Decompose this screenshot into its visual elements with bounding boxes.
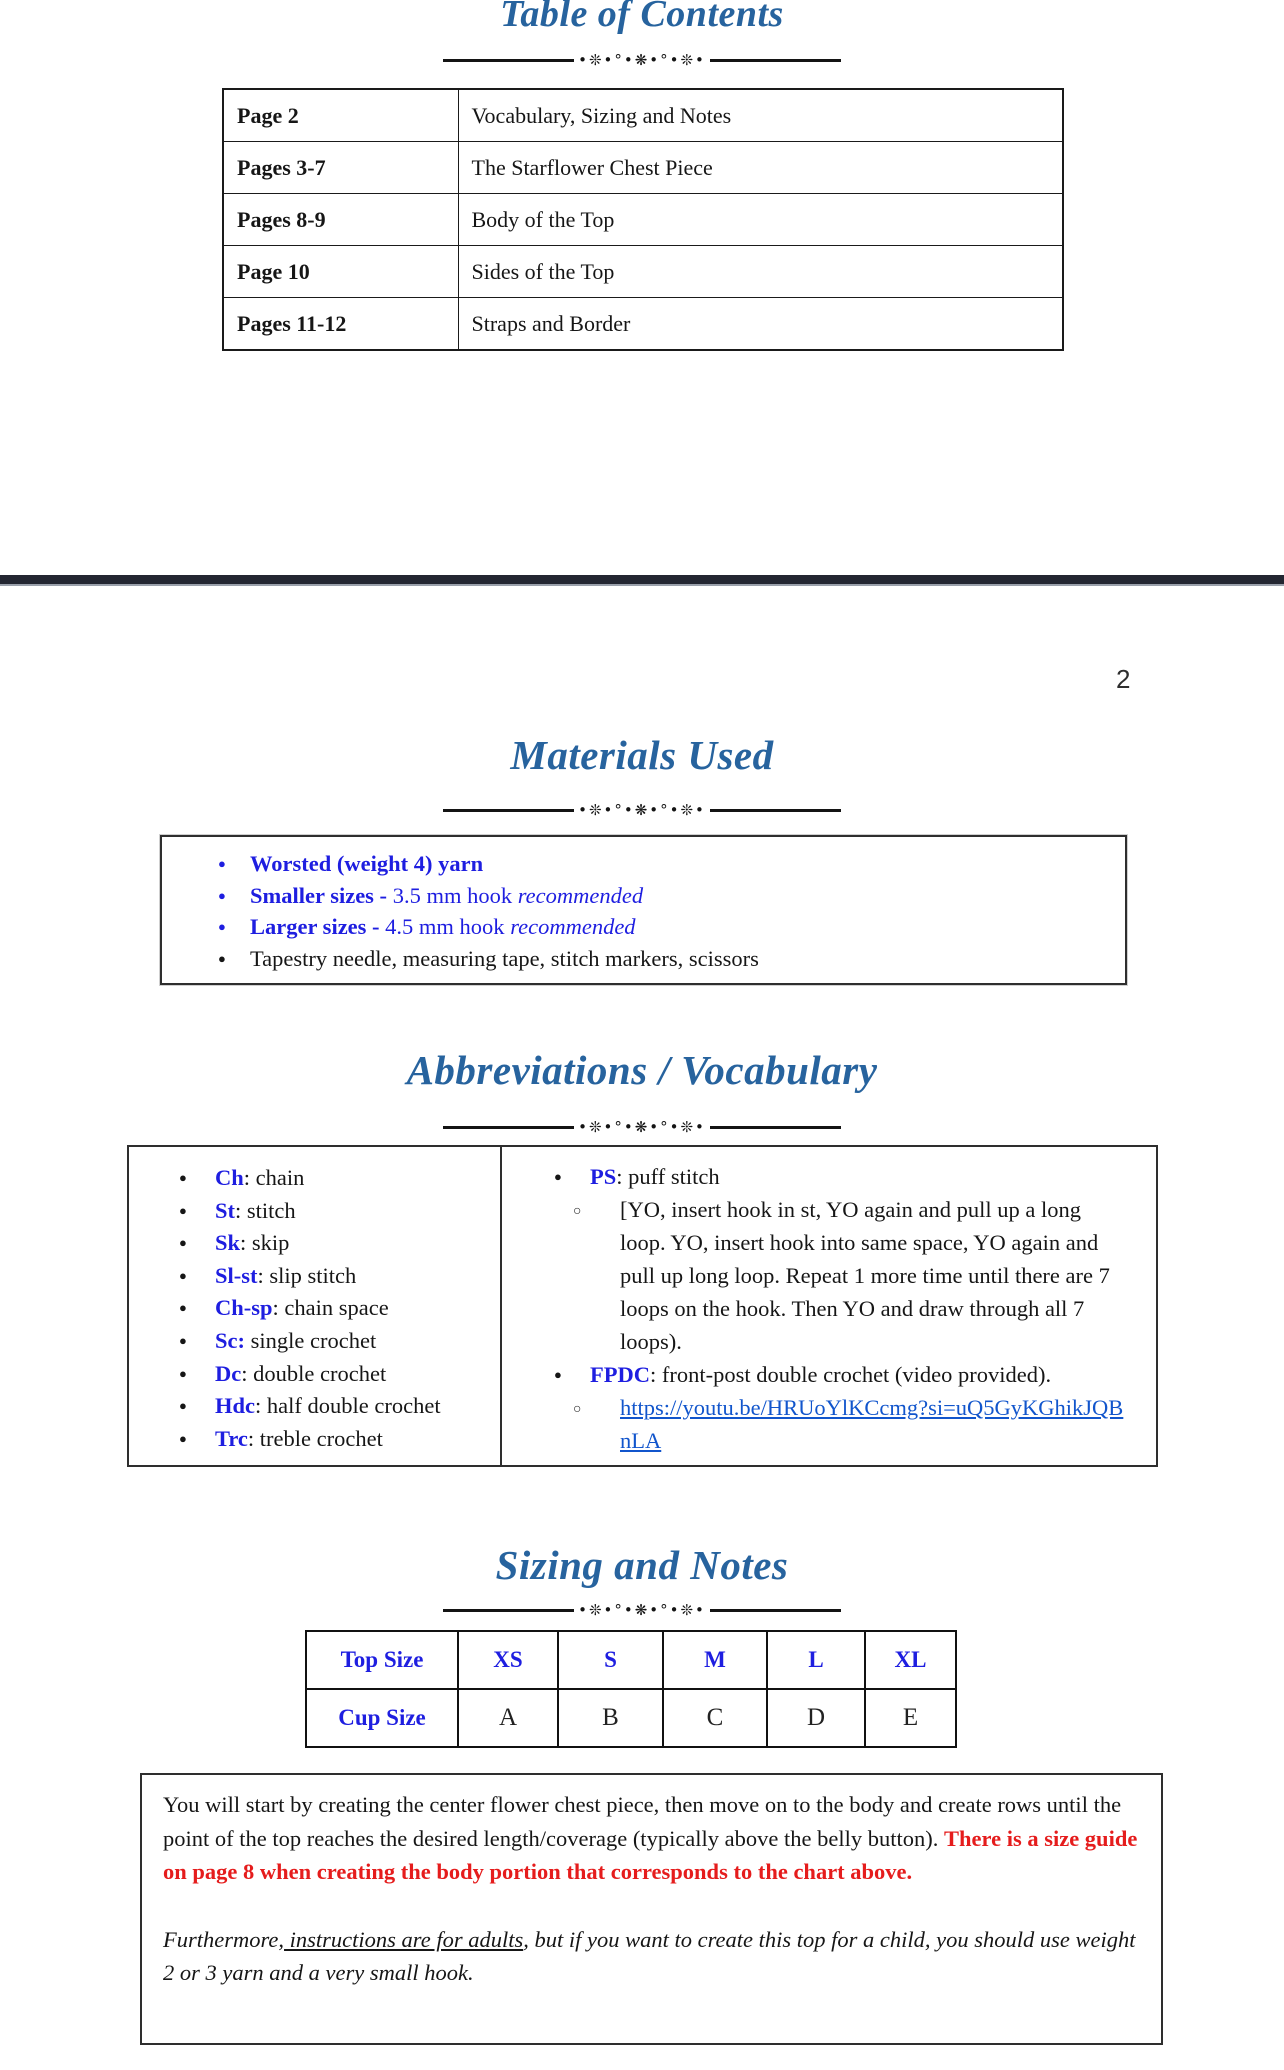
cup-size-cell: E — [865, 1689, 956, 1747]
abbr-desc: : slip stitch — [257, 1262, 357, 1288]
ornament-divider — [443, 50, 841, 70]
abbr-term: FPDC — [590, 1362, 650, 1387]
table-row — [306, 1631, 956, 1689]
hollow-bullet-icon — [573, 1195, 581, 1228]
divider-line — [443, 59, 574, 62]
notes-paragraph-italic — [163, 1923, 1139, 1990]
bullet-icon — [179, 1325, 187, 1358]
materials-item-text: 4.5 mm hook — [385, 914, 511, 939]
divider-line — [443, 1609, 574, 1612]
materials-box — [160, 835, 1127, 985]
list-item — [129, 1162, 500, 1195]
divider-line — [443, 1126, 574, 1129]
bullet-icon — [218, 911, 226, 943]
abbr-term: St — [215, 1197, 236, 1223]
divider-line — [710, 1126, 841, 1129]
materials-item-bold: Larger sizes - — [250, 914, 386, 939]
size-header-cell: L — [767, 1631, 865, 1689]
toc-pages-cell: Pages 11-12 — [223, 298, 458, 351]
toc-pages-cell: Pages 8-9 — [223, 194, 458, 246]
abbr-term: Ch — [215, 1165, 244, 1190]
youtube-link[interactable]: https://youtu.be/HRUoYlKCcmg?si=uQ5GyKGhikJQBnLA — [620, 1395, 1124, 1453]
bullet-icon — [179, 1358, 187, 1391]
list-item — [129, 1195, 500, 1228]
hollow-bullet-icon — [573, 1393, 581, 1426]
materials-item-italic: recommended — [510, 914, 636, 939]
toc-table — [222, 88, 1064, 351]
abbr-term: PS — [590, 1164, 617, 1189]
abbr-desc: : chain space — [272, 1295, 389, 1321]
abbr-term: Trc — [215, 1425, 248, 1451]
toc-title: Table of Contents — [500, 0, 784, 35]
cup-size-cell: B — [558, 1689, 663, 1747]
abbr-desc: : puff stitch — [616, 1164, 720, 1189]
toc-pages-cell: Page 10 — [223, 246, 458, 298]
bullet-icon — [218, 943, 226, 975]
abbr-term: Ch-sp — [215, 1295, 273, 1321]
toc-section-cell: Straps and Border — [458, 298, 1063, 351]
page-break-bar — [0, 575, 1284, 586]
puff-stitch-note: [YO, insert hook in st, YO again and pull up a long loop. YO, insert hook into same space, YO again and pull up long loop. Repeat 1 more time until there are 7 loops on the hook. Then YO and draw through all 7 loops). — [620, 1197, 1110, 1354]
abbr-desc: : double crochet — [241, 1360, 387, 1386]
bullet-icon — [179, 1162, 187, 1195]
toc-section-cell: Sides of the Top — [458, 246, 1063, 298]
bullet-icon — [218, 848, 226, 880]
abbr-term: Hdc — [215, 1393, 256, 1419]
snowflake-ornament-icon: •❊•°•❋•°•❊• — [578, 1601, 706, 1619]
toc-section-cell: Vocabulary, Sizing and Notes — [458, 89, 1063, 142]
page-number: 2 — [1116, 664, 1131, 694]
bullet-icon — [179, 1390, 187, 1423]
sub-list-item — [502, 1391, 1156, 1457]
notes-text: , but if you want to create this top for a child, you should use weight 2 or 3 yarn and a very small hook. — [163, 1926, 1136, 1985]
size-header-cell: XS — [458, 1631, 558, 1689]
list-item — [162, 911, 1125, 943]
notes-underlined-text: instructions are for adults — [284, 1926, 524, 1952]
cup-size-cell: D — [767, 1689, 865, 1747]
ornament-divider — [443, 1600, 841, 1620]
abbr-desc: : treble crochet — [247, 1425, 383, 1451]
abbreviations-left-column — [129, 1147, 502, 1465]
bullet-icon — [179, 1260, 187, 1293]
ornament-divider — [443, 800, 841, 820]
abbreviations-box — [127, 1145, 1158, 1467]
table-row — [223, 89, 1063, 142]
list-item — [502, 1358, 1156, 1391]
divider-line — [443, 809, 574, 812]
snowflake-ornament-icon: •❊•°•❋•°•❊• — [578, 801, 706, 819]
list-item — [502, 1160, 1156, 1193]
table-row — [223, 298, 1063, 351]
bullet-icon — [554, 1160, 562, 1193]
list-item — [162, 848, 1125, 880]
cup-size-cell: A — [458, 1689, 558, 1747]
list-item — [129, 1260, 500, 1293]
list-item — [162, 943, 1125, 975]
notes-text: Furthermore, — [163, 1926, 285, 1952]
abbr-desc: : half double crochet — [255, 1393, 441, 1419]
bullet-icon — [179, 1195, 187, 1228]
bullet-icon — [179, 1423, 187, 1456]
toc-pages-cell: Page 2 — [223, 89, 458, 142]
size-header-cell: XL — [865, 1631, 956, 1689]
abbr-term: Sl-st — [215, 1262, 258, 1288]
bullet-icon — [179, 1227, 187, 1260]
materials-item-bold: Smaller sizes - — [250, 882, 393, 908]
bullet-icon — [554, 1358, 562, 1391]
snowflake-ornament-icon: •❊•°•❋•°•❊• — [578, 51, 706, 69]
table-row — [223, 194, 1063, 246]
list-item — [162, 880, 1125, 912]
abbr-desc: : skip — [240, 1230, 290, 1256]
abbreviations-right-column — [502, 1147, 1156, 1465]
sizing-title: Sizing and Notes — [495, 1542, 789, 1588]
divider-line — [710, 809, 841, 812]
sub-list-item — [502, 1193, 1156, 1358]
toc-section-cell: The Starflower Chest Piece — [458, 142, 1063, 194]
sizing-table — [305, 1630, 957, 1748]
abbr-term: Sk — [215, 1230, 241, 1256]
table-row — [223, 246, 1063, 298]
list-item — [129, 1325, 500, 1358]
list-item — [129, 1358, 500, 1391]
list-item — [129, 1227, 500, 1260]
materials-item-text: Tapestry needle, measuring tape, stitch markers, scissors — [250, 945, 759, 971]
notes-text: You will start by creating the center flower chest piece, then move on to the body and create rows until the point of the top reaches the desired length/coverage (typically above the belly button). — [163, 1792, 1122, 1851]
abbr-desc: : front-post double crochet (video provided). — [650, 1362, 1052, 1387]
cup-size-cell: C — [663, 1689, 767, 1747]
notes-alert-text: There is a size guide on page 8 when creating the body portion that corresponds to the chart above. — [163, 1825, 1138, 1884]
ornament-divider — [443, 1117, 841, 1137]
table-row — [223, 142, 1063, 194]
snowflake-ornament-icon: •❊•°•❋•°•❊• — [578, 1118, 706, 1136]
materials-title: Materials Used — [510, 732, 774, 778]
list-item — [129, 1390, 500, 1423]
divider-line — [710, 1609, 841, 1612]
abbr-desc: : chain — [243, 1165, 305, 1190]
bullet-icon — [218, 880, 226, 912]
abbr-desc: single crochet — [245, 1327, 377, 1353]
divider-line — [710, 59, 841, 62]
abbr-term: Sc: — [215, 1327, 245, 1353]
table-row — [306, 1689, 956, 1747]
abbr-desc: : stitch — [235, 1197, 296, 1223]
materials-item-italic: recommended — [517, 882, 644, 908]
size-header-cell: Top Size — [306, 1631, 458, 1689]
list-item — [129, 1292, 500, 1325]
toc-pages-cell: Pages 3-7 — [223, 142, 458, 194]
bullet-icon — [179, 1292, 187, 1325]
list-item — [129, 1423, 500, 1456]
toc-section-cell: Body of the Top — [458, 194, 1063, 246]
materials-item-bold: Worsted (weight 4) yarn — [250, 851, 484, 876]
size-header-cell: M — [663, 1631, 767, 1689]
cup-size-label-cell: Cup Size — [306, 1689, 458, 1747]
size-header-cell: S — [558, 1631, 663, 1689]
notes-paragraph — [163, 1788, 1139, 1889]
notes-box — [140, 1773, 1163, 2045]
materials-item-text: 3.5 mm hook — [392, 882, 518, 908]
abbr-term: Dc — [215, 1360, 242, 1386]
abbreviations-title: Abbreviations / Vocabulary — [406, 1047, 878, 1093]
